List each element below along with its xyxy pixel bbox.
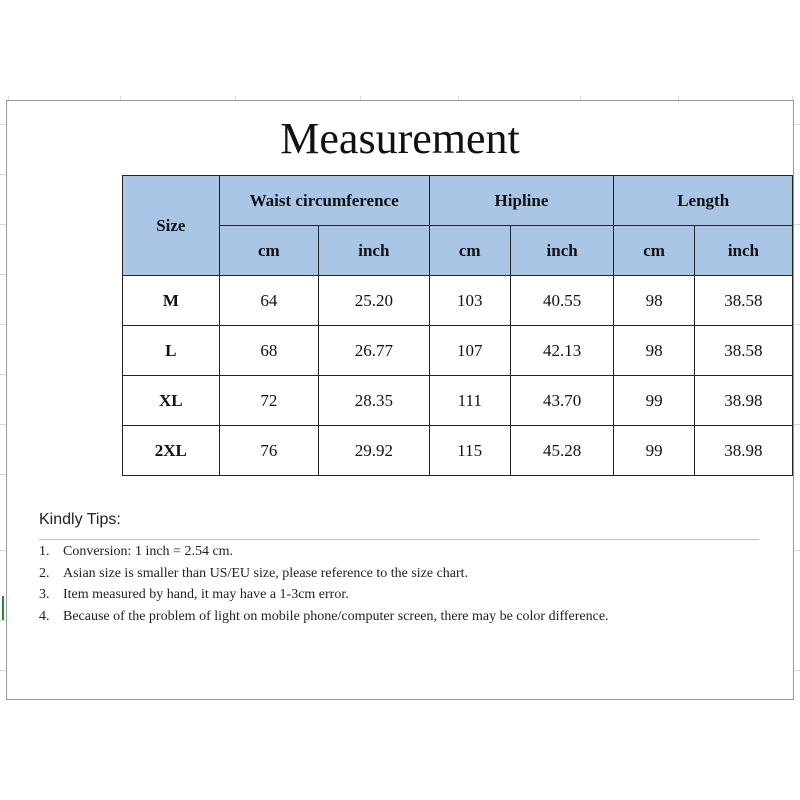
tip-text: Asian size is smaller than US/EU size, please reference to the size chart. [63, 565, 469, 581]
tip-text: Because of the problem of light on mobile phone/computer screen, there may be color difference. [63, 608, 609, 624]
table-cell: 111 [429, 376, 510, 426]
active-cell-marker [2, 596, 4, 620]
spreadsheet-row-ticks-right [794, 100, 800, 700]
unit-header: inch [510, 226, 613, 276]
size-cell: 2XL [123, 426, 220, 476]
list-item [39, 606, 659, 628]
table-cell: 64 [219, 276, 318, 326]
size-cell: M [123, 276, 220, 326]
header-row-units [123, 226, 793, 276]
chart-title: Measurement [280, 114, 520, 163]
table-cell: 28.35 [319, 376, 430, 426]
table-cell: 45.28 [510, 426, 613, 476]
table-row [123, 426, 793, 476]
size-chart-sheet [6, 100, 794, 700]
table-cell: 26.77 [319, 326, 430, 376]
table-cell: 42.13 [510, 326, 613, 376]
table-cell: 29.92 [319, 426, 430, 476]
unit-header: inch [319, 226, 430, 276]
tip-number: 2. [39, 565, 50, 581]
table-cell: 40.55 [510, 276, 613, 326]
table-cell: 115 [429, 426, 510, 476]
length-header: Length [614, 176, 793, 226]
list-item [39, 563, 659, 585]
waist-header: Waist circumference [219, 176, 429, 226]
table-row [123, 276, 793, 326]
table-cell: 38.98 [694, 376, 792, 426]
tip-text: Item measured by hand, it may have a 1-3cm error. [63, 587, 349, 602]
tip-number: 3. [39, 587, 50, 602]
header-row-groups [123, 176, 793, 226]
size-cell: XL [123, 376, 220, 426]
table-row [123, 376, 793, 426]
table-cell: 98 [614, 326, 694, 376]
table-cell: 38.58 [694, 276, 792, 326]
table-cell: 68 [219, 326, 318, 376]
table-cell: 76 [219, 426, 318, 476]
hipline-header: Hipline [429, 176, 614, 226]
size-header: Size [123, 176, 220, 276]
table-cell: 72 [219, 376, 318, 426]
unit-header: inch [694, 226, 792, 276]
table-cell: 38.98 [694, 426, 792, 476]
unit-header: cm [219, 226, 318, 276]
tips-title: Kindly Tips: [39, 511, 121, 528]
tip-number: 1. [39, 544, 50, 559]
table-cell: 103 [429, 276, 510, 326]
tips-divider [39, 539, 759, 540]
size-cell: L [123, 326, 220, 376]
unit-header: cm [429, 226, 510, 276]
unit-header: cm [614, 226, 694, 276]
tip-number: 4. [39, 608, 50, 624]
table-cell: 99 [614, 426, 694, 476]
measurement-table [122, 175, 793, 476]
table-cell: 107 [429, 326, 510, 376]
table-cell: 98 [614, 276, 694, 326]
tip-text: Conversion: 1 inch = 2.54 cm. [63, 544, 234, 559]
table-cell: 43.70 [510, 376, 613, 426]
table-cell: 25.20 [319, 276, 430, 326]
list-item [39, 584, 659, 606]
tips-list [39, 541, 659, 627]
table-row [123, 326, 793, 376]
table-cell: 99 [614, 376, 694, 426]
table-cell: 38.58 [694, 326, 792, 376]
list-item [39, 541, 659, 563]
